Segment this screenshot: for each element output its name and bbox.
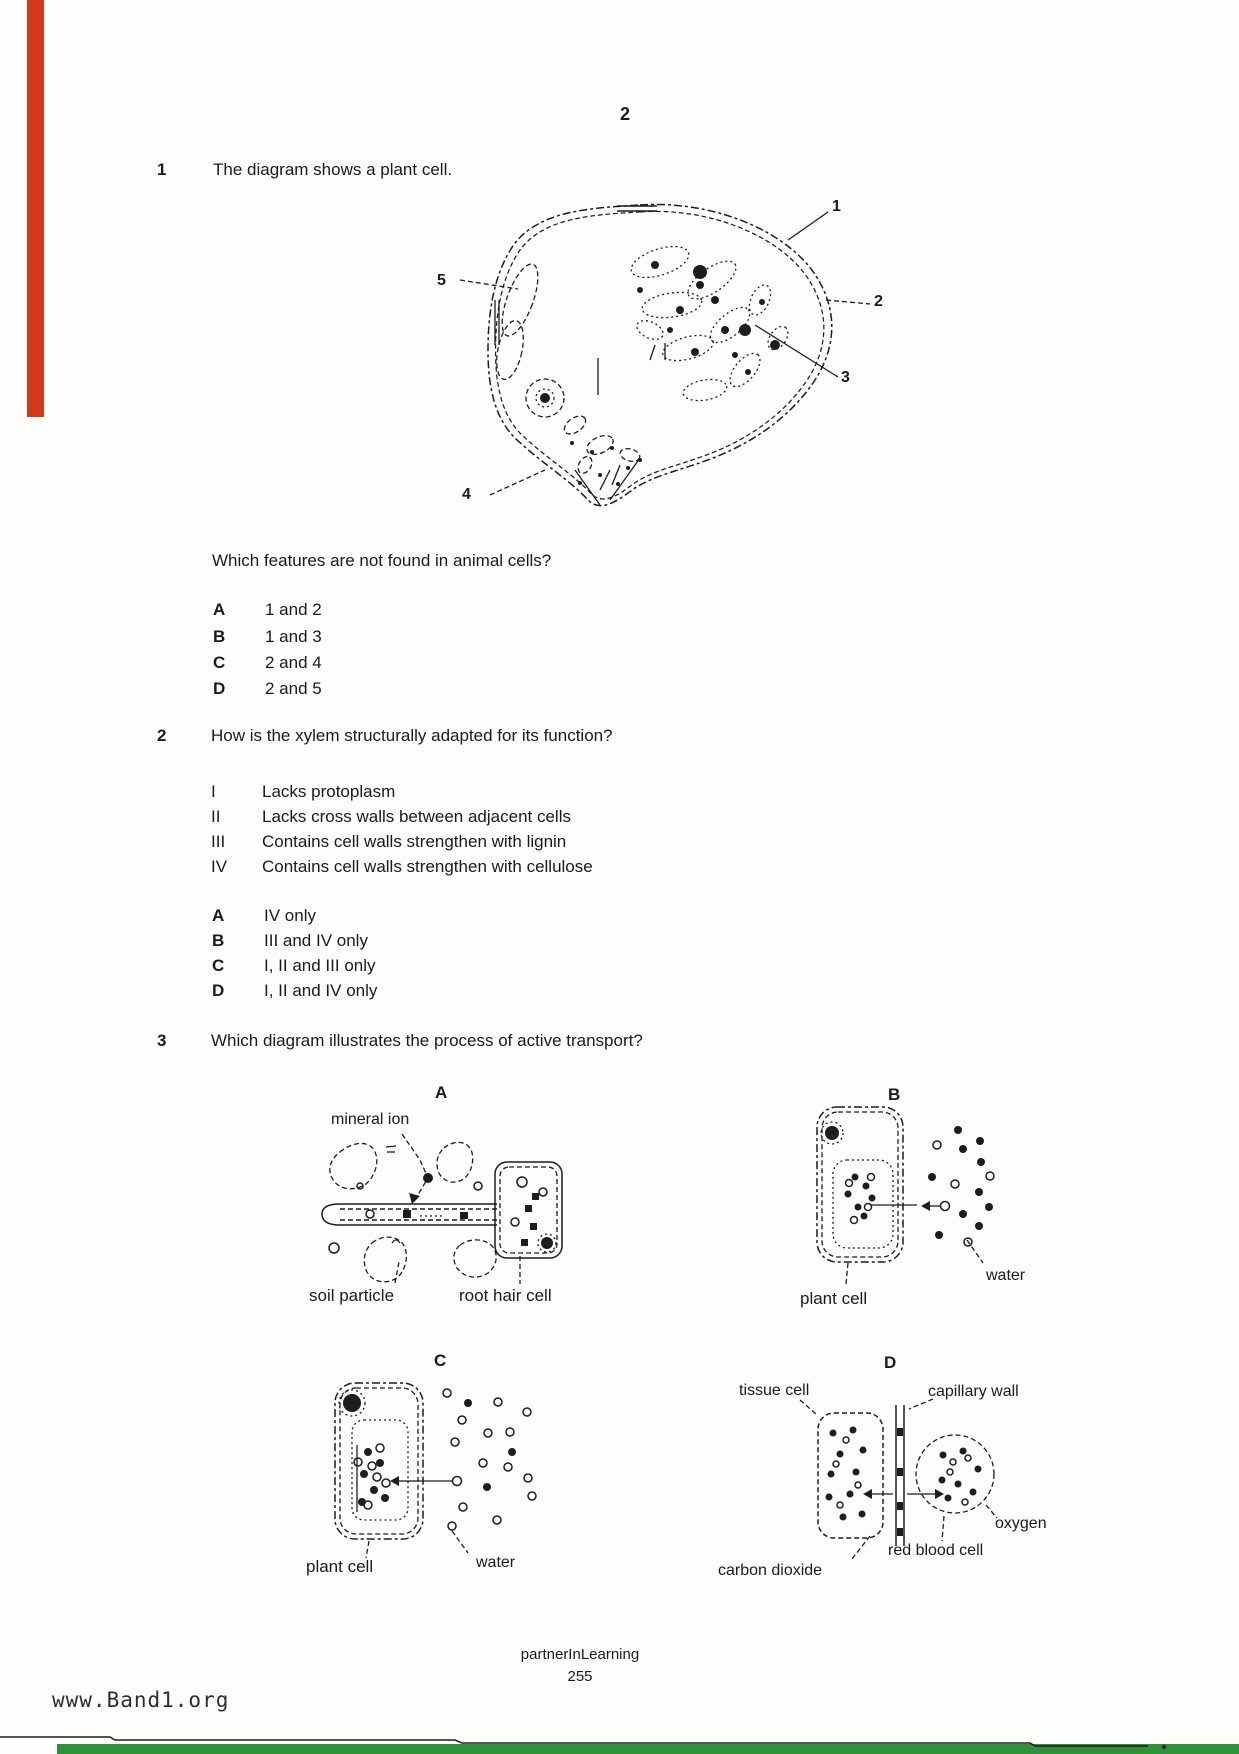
label-capillary-wall: capillary wall	[928, 1383, 1019, 1400]
diagram-a-letter: A	[435, 1083, 448, 1102]
watermark-url: www.Band1.org	[52, 1688, 230, 1712]
cell-label-2: 2	[874, 293, 883, 310]
q2-number: 2	[157, 726, 167, 745]
plant-cell-diagram	[460, 204, 870, 505]
cell-label-4: 4	[462, 486, 471, 503]
option-letter: A	[212, 906, 225, 925]
label-water-b: water	[986, 1267, 1026, 1284]
label-soil-particle: soil particle	[309, 1286, 395, 1305]
option-text: I, II and III only	[264, 956, 376, 975]
q2-statement-2	[211, 807, 571, 827]
option-letter: D	[212, 981, 225, 1000]
label-mineral-ion: mineral ion	[331, 1111, 410, 1128]
q3-stem: Which diagram illustrates the process of active transport?	[211, 1031, 643, 1050]
diagram-d-letter: D	[884, 1353, 897, 1372]
option-text: 1 and 3	[265, 627, 322, 646]
option-letter: D	[213, 679, 226, 698]
label-oxygen: oxygen	[995, 1515, 1047, 1532]
option-text: I, II and IV only	[264, 981, 378, 1000]
cell-label-5: 5	[437, 272, 446, 289]
statement-text: Contains cell walls strengthen with lignin	[262, 832, 567, 851]
option-letter: C	[213, 653, 226, 672]
q2-statement-4	[211, 857, 593, 877]
diagram-c-plant-cell	[335, 1383, 536, 1558]
label-water-c: water	[476, 1554, 516, 1571]
option-text: 2 and 5	[265, 679, 322, 698]
q2-option-d	[212, 981, 377, 1001]
label-red-blood-cell: red blood cell	[888, 1542, 984, 1559]
footer-brand: partnerInLearning	[520, 1646, 640, 1663]
q2-option-a	[212, 906, 316, 926]
statement-text: Contains cell walls strengthen with cellulose	[262, 857, 593, 876]
cell-label-1: 1	[832, 198, 841, 215]
diagram-a-root-hair	[322, 1134, 562, 1284]
q2-option-b	[212, 931, 368, 951]
statement-numeral: I	[211, 782, 216, 801]
q2-option-c	[212, 956, 376, 976]
diagram-c-letter: C	[434, 1351, 447, 1370]
q1-option-c	[213, 653, 322, 673]
label-tissue-cell: tissue cell	[739, 1382, 810, 1399]
statement-text: Lacks protoplasm	[262, 782, 396, 801]
statement-numeral: IV	[211, 857, 228, 876]
q1-option-a	[213, 600, 322, 620]
q1-number: 1	[157, 160, 167, 179]
statement-text: Lacks cross walls between adjacent cells	[262, 807, 571, 826]
statement-numeral: II	[211, 807, 221, 826]
q1-stem: The diagram shows a plant cell.	[213, 160, 453, 179]
q1-option-b	[213, 627, 322, 647]
scan-artifact-line	[0, 1737, 1166, 1749]
diagram-b-plant-cell	[817, 1107, 994, 1284]
option-text: III and IV only	[264, 931, 368, 950]
option-letter: B	[213, 627, 226, 646]
page-number: 2	[620, 104, 631, 124]
q3-number: 3	[157, 1031, 167, 1050]
label-root-hair-cell: root hair cell	[459, 1286, 552, 1305]
q2-stem: How is the xylem structurally adapted for its function?	[211, 726, 613, 745]
diagram-b-letter: B	[888, 1085, 901, 1104]
option-text: IV only	[264, 906, 316, 925]
label-plant-cell-b: plant cell	[800, 1289, 868, 1308]
q2-statement-1	[211, 782, 395, 802]
label-plant-cell-c: plant cell	[306, 1557, 374, 1576]
option-letter: B	[212, 931, 225, 950]
q1-question: Which features are not found in animal cells?	[212, 551, 552, 570]
footer-page-number: 255	[567, 1668, 593, 1685]
diagram-d-gas-exchange	[800, 1399, 997, 1559]
statement-numeral: III	[211, 832, 226, 851]
q1-option-d	[213, 679, 322, 699]
q2-statement-3	[211, 832, 566, 852]
option-text: 2 and 4	[265, 653, 322, 672]
option-letter: A	[213, 600, 226, 619]
option-text: 1 and 2	[265, 600, 322, 619]
cell-label-3: 3	[841, 369, 850, 386]
label-carbon-dioxide: carbon dioxide	[718, 1562, 823, 1579]
option-letter: C	[212, 956, 225, 975]
